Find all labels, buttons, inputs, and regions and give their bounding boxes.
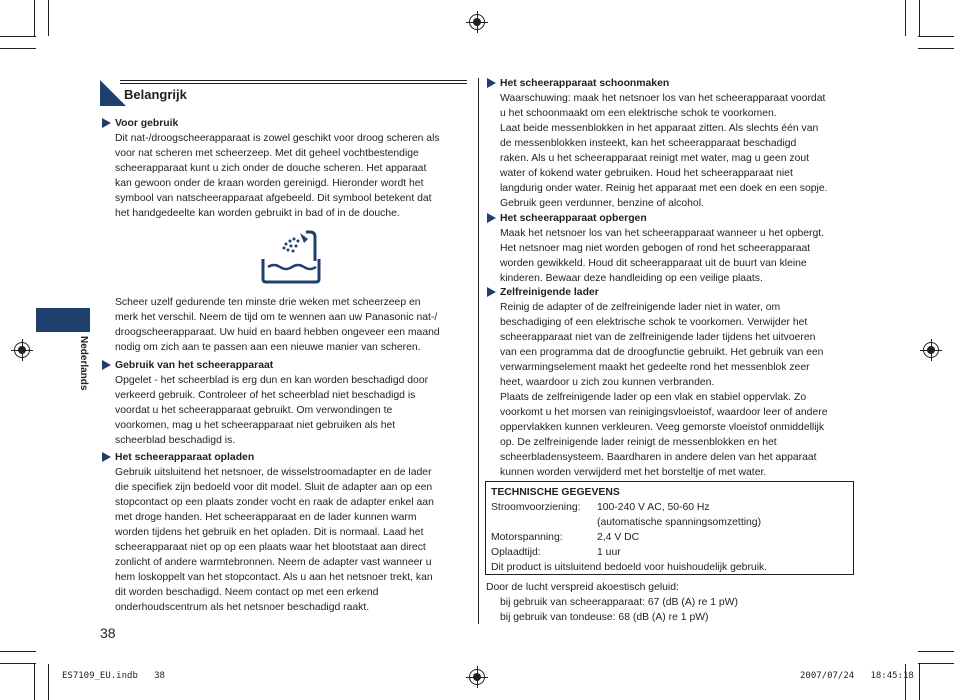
registration-mark-bottom <box>469 669 485 685</box>
shower-bath-icon <box>260 229 324 285</box>
opbergen-text: Maak het netsnoer los van het scheerapparaat wanneer u het opbergt. Het netsnoer mag niet worden gebogen of rond het scheerapparaat worden gewikkeld. Houd dit scheerapparaat uit de buurt van kleine kinderen. Bewaar deze handleiding op een veilige plaats. <box>500 228 825 284</box>
footer-slug <box>62 671 165 681</box>
gebruik-heading: Gebruik van het scheerapparaat <box>115 360 274 371</box>
registration-mark-left <box>14 342 30 358</box>
bullet-arrow-icon <box>102 360 111 370</box>
lader-heading: Zelfreinigende lader <box>500 287 599 298</box>
noise-text: bij gebruik van scheerapparaat: 67 (dB (A) re 1 pW) bij gebruik van tondeuse: 68 (dB (A) re 1 pW) <box>500 597 738 623</box>
registration-mark-right <box>923 342 939 358</box>
gebruik-text: Opgelet - het scheerblad is erg dun en kan worden beschadigd door verkeerd gebruik. Controleer of het scheerblad niet beschadigd is voordat u het scheerapparaat gebruikt. Om verwondingen te voorkomen, mag u het scheerapparaat niet gebruiken als het scheerblad beschadigd is. <box>115 375 429 446</box>
footer-time: 18:45:18 <box>870 671 914 681</box>
specs-row: Stroomvoorziening: 100-240 V AC, 50-60 Hz <box>491 502 710 513</box>
footer-page: 38 <box>154 671 165 681</box>
section-title: Belangrijk <box>124 87 187 102</box>
opbergen-heading: Het scheerapparaat opbergen <box>500 213 647 224</box>
specs-table <box>485 481 854 575</box>
language-label: Nederlands <box>78 336 89 391</box>
intro-text-2: Scheer uzelf gedurende ten minste drie weken met scheerzeep en merk het verschil. Neem de tijd om te wennen aan uw Panasonic nat-/ droogscheerapparaat. Uw huid en baard hebben ongeveer een maand nodig om zich aan te passen aan een nieuwe manier van scheren. <box>115 297 440 353</box>
footer-datetime <box>800 671 914 681</box>
bullet-arrow-icon <box>102 118 111 128</box>
bullet-arrow-icon <box>487 78 496 88</box>
specs-note: Dit product is uitsluitend bedoeld voor huishoudelijk gebruik. <box>491 562 768 573</box>
schoonmaken-text: Waarschuwing: maak het netsnoer los van het scheerapparaat voordat u het schoonmaakt om een elektrische schok te voorkomen. Laat beide messenblokken in het apparaat zitten. Als slechts één van de messenblokken insteekt, kan het scheerapparaat beschadigd raken. Als u het scheerapparaat reinigt met water, mag u geen zout water of kokend water gebruiken. Houd het scheerapparaat niet langdurig onder water. Reinig het apparaat met een doek en een sopje. Gebruik geen verdunner, benzine of alcohol. <box>500 93 828 209</box>
opladen-heading: Het scheerapparaat opladen <box>115 452 255 463</box>
bullet-arrow-icon <box>487 213 496 223</box>
bullet-arrow-icon <box>102 452 111 462</box>
specs-row: Motorspanning: 2,4 V DC <box>491 532 640 543</box>
voor-gebruik-heading: Voor gebruik <box>115 118 179 129</box>
section-header <box>100 80 467 106</box>
page-number: 38 <box>100 625 116 641</box>
opladen-text: Gebruik uitsluitend het netsnoer, de wisselstroomadapter en de lader die specifiek zijn bedoeld voor dit model. Sluit de adapter aan op een stopcontact op een plaats zonder vocht en raak de adapter enkel aan met droge handen. Het scheerapparaat en de lader kunnen warm worden tijdens het gebruik en het opladen. Dit is normaal. Laad het scheerapparaat niet op op een plaats waar het blootstaat aan direct zonlicht of andere warmtebronnen. Neem de adapter vast wanneer u hem loskoppelt van het stopcontact. Als u aan het netsnoer trekt, kan dit worden beschadigd. Neem contact op met een erkend onderhoudscentrum als het netsnoer beschadigd raakt. <box>115 467 434 613</box>
specs-row: Oplaadtijd: 1 uur <box>491 547 621 558</box>
language-tab <box>36 308 90 332</box>
specs-heading: TECHNISCHE GEGEVENS <box>491 487 620 498</box>
lader-text: Reinig de adapter of de zelfreinigende lader niet in water, om beschadiging of een elektrische schok te voorkomen. Verwijder het scheerapparaat niet van de zelfreinigende lader tijdens het uitvoeren van een programma dat de droogfunctie gebruikt. Het gebruik van een verwarmingselement maakt het gedeelte rond het messenblok zeer heet, waardoor u zich zou kunnen verbranden. Plaats de zelfreinigende lader op een vlak en stabiel oppervlak. Zo voorkomt u het morsen van reinigingsvloeistof, waardoor leer of andere oppervlakken kunnen verkleuren. Veeg gemorste vloeistof onmiddellijk op. De zelfreinigende lader reinigt de messenblokken en het scheerbladensysteem. Baardharen in andere delen van het apparaat kunnen worden verwijderd met het borsteltje of met water. <box>500 302 828 478</box>
specs-row: (automatische spanningsomzetting) <box>597 517 762 528</box>
bullet-arrow-icon <box>487 287 496 297</box>
voor-gebruik-text: Dit nat-/droogscheerapparaat is zowel geschikt voor droog scheren als voor nat scheren met scheerzeep. Met dit geheel vochtbestendige scheerapparaat kunt u zich onder de douche scheren. Het apparaat kan gewoon onder de kraan worden gereinigd. Hieronder wordt het symbool van natscheerapparaat afgebeeld. Dit symbool betekent dat het handgedeelte kan worden gebruikt in bad of in de douche. <box>115 133 440 219</box>
registration-mark-top <box>469 14 485 30</box>
column-divider <box>478 78 479 624</box>
schoonmaken-heading: Het scheerapparaat schoonmaken <box>500 78 670 89</box>
noise-heading: Door de lucht verspreid akoestisch geluid: <box>486 582 679 593</box>
footer-file: ES7109_EU.indb <box>62 671 138 681</box>
footer-date: 2007/07/24 <box>800 671 855 681</box>
